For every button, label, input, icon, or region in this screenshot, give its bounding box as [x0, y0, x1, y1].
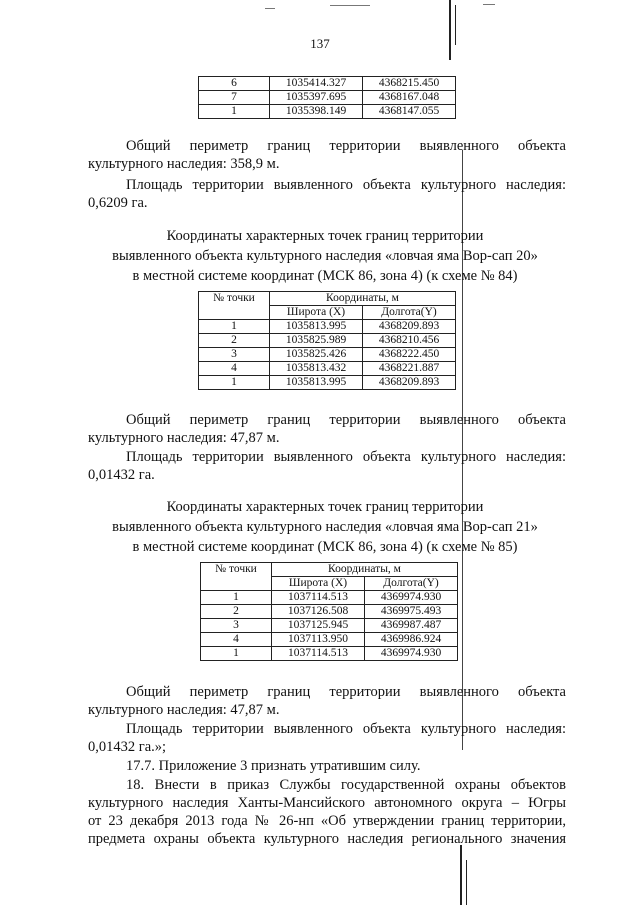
table-row	[199, 320, 456, 334]
area-text: Площадь территории выявленного объекта культурного наследия:	[126, 177, 566, 193]
item-18-text: предмета охраны объекта культурного наследия регионального значения	[88, 831, 566, 847]
table-cell-point: 1	[201, 647, 272, 661]
perimeter-text: Общий периметр границ территории выявленного объекта	[126, 412, 566, 428]
table-cell-lat: 1035825.989	[270, 334, 363, 348]
item-17-text: 17.7. Приложение 3 признать утратившим силу.	[126, 758, 421, 774]
table-cell-lon: 4368222.450	[363, 348, 456, 362]
table-cell-point: 1	[199, 105, 270, 119]
table-cell-point: 2	[201, 605, 272, 619]
table-cell-lat: 1035813.432	[270, 362, 363, 376]
section-heading: в местной системе координат (МСК 86, зона 4) (к схеме № 84)	[132, 268, 518, 284]
table-cell-point: 4	[199, 362, 270, 376]
perimeter-text: Общий периметр границ территории выявленного объекта	[126, 138, 566, 154]
table-cell-lat: 1037125.945	[272, 619, 365, 633]
perimeter-text: культурного наследия: 47,87 м.	[88, 702, 280, 718]
column-header-point: № точки	[199, 292, 270, 320]
column-header-lon: Долгота(Y)	[365, 577, 458, 591]
column-header-coords: Координаты, м	[272, 563, 458, 577]
table-cell-lat: 1037114.513	[272, 591, 365, 605]
table-cell-lon: 4369986.924	[365, 633, 458, 647]
table-row	[201, 591, 458, 605]
table-cell-point: 7	[199, 91, 270, 105]
column-header-lon: Долгота(Y)	[363, 306, 456, 320]
coordinates-table-vor-sap-21	[200, 562, 458, 661]
table-row	[201, 605, 458, 619]
page-number: 137	[310, 36, 330, 51]
column-header-lat: Широта (X)	[270, 306, 363, 320]
perimeter-text: культурного наследия: 47,87 м.	[88, 430, 280, 446]
scan-speck	[483, 4, 495, 5]
table-cell-lat: 1035398.149	[270, 105, 363, 119]
table-cell-point: 3	[199, 348, 270, 362]
section-heading: выявленного объекта культурного наследия «ловчая яма Вор-сап 21»	[112, 519, 538, 535]
table-row	[199, 77, 456, 91]
table-row	[199, 348, 456, 362]
perimeter-text: Общий периметр границ территории выявленного объекта	[126, 684, 566, 700]
coordinates-table-continued	[198, 76, 456, 119]
table-cell-lon: 4368167.048	[363, 91, 456, 105]
table-cell-lon: 4369975.493	[365, 605, 458, 619]
table-cell-lat: 1035397.695	[270, 91, 363, 105]
section-heading: в местной системе координат (МСК 86, зона 4) (к схеме № 85)	[132, 539, 518, 555]
section-heading: Координаты характерных точек границ территории	[166, 228, 484, 244]
table-cell-point: 2	[199, 334, 270, 348]
table-cell-lat: 1035414.327	[270, 77, 363, 91]
perimeter-text: культурного наследия: 358,9 м.	[88, 156, 280, 172]
section-heading: выявленного объекта культурного наследия «ловчая яма Вор-сап 20»	[112, 248, 538, 264]
table-row	[201, 647, 458, 661]
table-cell-point: 4	[201, 633, 272, 647]
table-row	[199, 376, 456, 390]
area-text: 0,01432 га.»;	[88, 739, 167, 755]
table-cell-lon: 4368147.055	[363, 105, 456, 119]
area-text: Площадь территории выявленного объекта культурного наследия:	[126, 721, 566, 737]
table-row	[201, 633, 458, 647]
scan-binding-line-bottom-2	[466, 860, 467, 905]
table-cell-lat: 1035813.995	[270, 376, 363, 390]
table-row	[199, 362, 456, 376]
table-cell-lon: 4368210.456	[363, 334, 456, 348]
table-cell-point: 3	[201, 619, 272, 633]
table-cell-lon: 4368209.893	[363, 376, 456, 390]
area-text: 0,01432 га.	[88, 467, 155, 483]
table-cell-lat: 1035825.426	[270, 348, 363, 362]
column-header-lat: Широта (X)	[272, 577, 365, 591]
table-row	[199, 91, 456, 105]
table-cell-point: 6	[199, 77, 270, 91]
scan-binding-line-bottom	[460, 845, 462, 905]
item-18-text: от 23 декабря 2013 года № 26-нп «Об утверждении границ территории,	[88, 813, 566, 829]
table-cell-lon: 4369974.930	[365, 591, 458, 605]
area-text: 0,6209 га.	[88, 195, 148, 211]
table-cell-point: 1	[199, 376, 270, 390]
column-header-point: № точки	[201, 563, 272, 591]
table-cell-point: 1	[201, 591, 272, 605]
column-header-coords: Координаты, м	[270, 292, 456, 306]
table-row	[199, 334, 456, 348]
table-row	[201, 619, 458, 633]
area-text: Площадь территории выявленного объекта культурного наследия:	[126, 449, 566, 465]
table-cell-lat: 1037114.513	[272, 647, 365, 661]
item-18-text: культурного наследия Ханты-Мансийского автономного округа – Югры	[88, 795, 566, 811]
scan-speck	[265, 8, 275, 9]
section-heading: Координаты характерных точек границ территории	[166, 499, 484, 515]
table-cell-lon: 4368215.450	[363, 77, 456, 91]
scan-speck	[330, 5, 370, 6]
table-row	[199, 105, 456, 119]
table-cell-point: 1	[199, 320, 270, 334]
table-cell-lon: 4369974.930	[365, 647, 458, 661]
table-header-row	[201, 563, 458, 577]
table-cell-lon: 4369987.487	[365, 619, 458, 633]
table-cell-lat: 1035813.995	[270, 320, 363, 334]
coordinates-table-vor-sap-20	[198, 291, 456, 390]
table-cell-lat: 1037113.950	[272, 633, 365, 647]
table-cell-lat: 1037126.508	[272, 605, 365, 619]
table-header-row	[199, 292, 456, 306]
table-cell-lon: 4368221.887	[363, 362, 456, 376]
item-18-text: 18. Внести в приказ Службы государственной охраны объектов	[126, 777, 566, 793]
table-cell-lon: 4368209.893	[363, 320, 456, 334]
